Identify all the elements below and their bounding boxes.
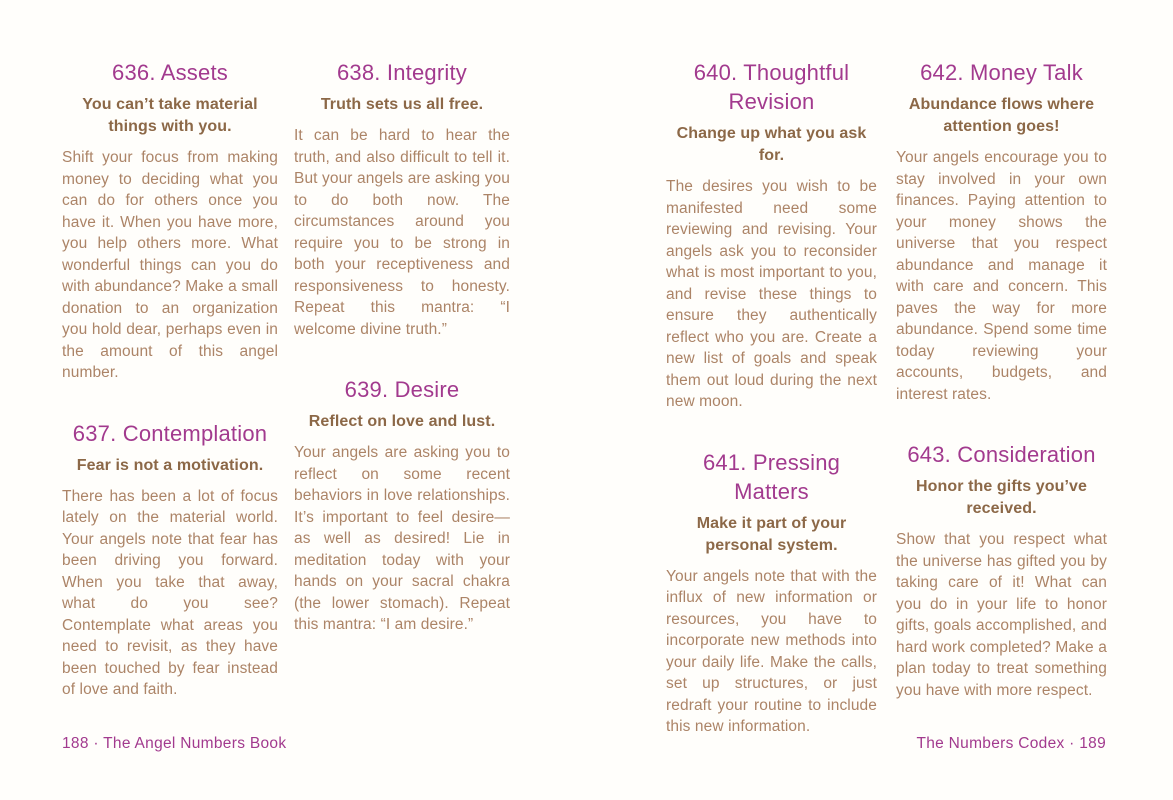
entry-title: 639. Desire	[344, 377, 460, 403]
page-right-columns	[666, 58, 1107, 738]
column-1	[62, 58, 278, 701]
entry-title: 643. Consideration	[907, 442, 1096, 468]
entry-638	[294, 58, 510, 340]
entry-title: 642. Money Talk	[920, 60, 1083, 85]
column-3	[666, 58, 877, 738]
entry-body: Your angels note that with the influx of new information or resources, you have to incorporate new methods into your daily life. Make the calls, set up structures, or just redraft your routine to include this new information.	[666, 567, 877, 736]
page-right	[666, 58, 1107, 738]
entry-body: There has been a lot of focus lately on the material world. Your angels note that fear has been driving you forward. When you take that away, what do you see? Contemplate what areas you need to revisit, as they have been touched by fear instead of love and faith.	[62, 487, 278, 699]
entry-title: 640. Thoughtful Revision	[693, 60, 850, 115]
entry-title: 636. Assets	[112, 60, 228, 85]
entry-body: Your angels encourage you to stay involved in your own finances. Paying attention to your money shows the universe that you respect abundance and manage it with care and concern. This paves the way for more abundance. Spend some time today reviewing your accounts, budgets, and interest rates.	[896, 149, 1107, 403]
entry-636	[62, 58, 278, 384]
entry-642	[896, 58, 1107, 405]
entry-639	[294, 375, 510, 636]
entry-body: It can be hard to hear the truth, and also difficult to tell it. But your angels are asking you to do both now. The circumstances around you require you to be strong in both your receptiveness and responsiveness to honesty. Repeat this mantra: “I welcome divine truth.”	[294, 127, 510, 338]
entry-body: Shift your focus from making money to deciding what you can do for others once you have it. When you have more, you help others more. What wonderful things can you do with abundance? Make a small donation to an organization you hold dear, perhaps even in the amount of this angel number.	[62, 149, 278, 382]
column-4	[896, 58, 1107, 738]
entry-body: The desires you wish to be manifested need some reviewing and revising. Your angels ask you to reconsider what is most important to you, and revise these things to ensure they authentically reflect who you are. Create a new list of goals and speak them out loud during the next new moon.	[666, 178, 877, 411]
page-left	[62, 58, 510, 701]
page-left-columns	[62, 58, 510, 701]
footer-page-number-left: 188 · The Angel Numbers Book	[62, 735, 287, 752]
entry-640	[666, 58, 877, 413]
entry-body: Show that you respect what the universe has gifted you by taking care of it! What can you do in your life to honor gifts, goals accomplished, and hard work completed? Make a plan today to treat something you have with more respect.	[896, 531, 1107, 699]
entry-title: 638. Integrity	[337, 60, 467, 85]
entry-637	[62, 419, 278, 701]
entry-body: Your angels are asking you to reflect on some recent behaviors in love relationships. It’s important to feel desire—as well as desired! Lie in meditation today with your hands on your sacral chakra (the lower stomach). Repeat this mantra: “I am desire.”	[294, 444, 510, 634]
entry-643	[896, 440, 1107, 701]
entry-subtitle: Honor the gifts you’ve received.	[915, 478, 1088, 518]
entry-subtitle: You can’t take material things with you.	[82, 96, 258, 136]
entry-title: 637. Contemplation	[72, 420, 268, 446]
footer-page-number-right: The Numbers Codex · 189	[916, 735, 1106, 752]
entry-subtitle: Make it part of your personal system.	[696, 514, 847, 554]
entry-subtitle: Fear is not a motivation.	[76, 456, 264, 474]
entry-subtitle: Change up what you ask for.	[676, 125, 867, 165]
entry-title: 641. Pressing Matters	[702, 449, 841, 504]
entry-subtitle: Reflect on love and lust.	[308, 413, 496, 431]
entry-subtitle: Truth sets us all free.	[320, 96, 484, 114]
column-2	[294, 58, 510, 701]
entry-subtitle: Abundance flows where attention goes!	[908, 96, 1095, 136]
entry-641	[666, 448, 877, 738]
